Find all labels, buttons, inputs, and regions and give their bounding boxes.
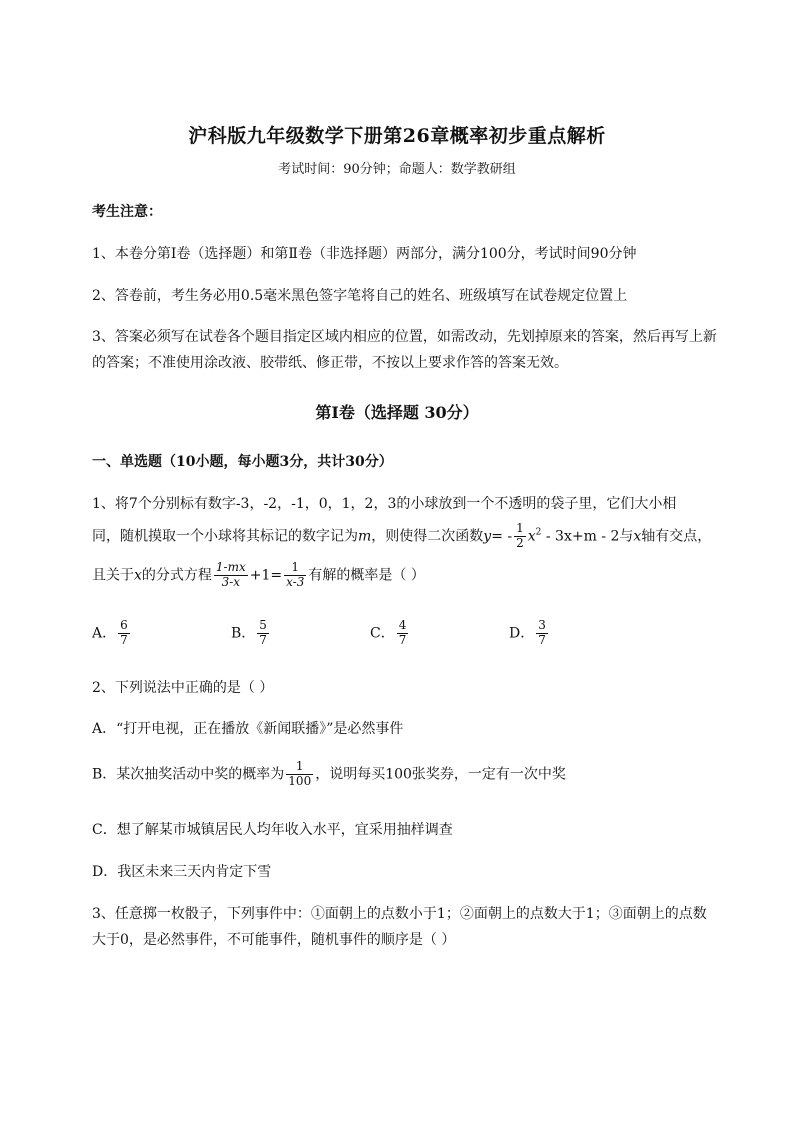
part-heading: 第I卷（选择题 30分） <box>315 403 479 422</box>
q1-text: 同，随机摸取一个小球将其标记的数字记为 <box>92 528 358 545</box>
q1-fraction-left <box>214 561 248 590</box>
q1-var-m: m <box>358 528 372 545</box>
fraction-denominator: 2 <box>516 535 524 550</box>
q1-text: ，则使得二次函数 <box>371 528 484 545</box>
option-fraction <box>397 619 409 648</box>
fraction-denominator: 7 <box>398 632 407 647</box>
q1-line-1: 1、将7个分别标有数字-3，-2，-1，0，1，2，3的小球放到一个不透明的袋子里，它们大小相 <box>92 496 677 512</box>
option-label: D． <box>509 625 535 642</box>
q1-text: 轴有交点， <box>641 528 712 545</box>
q1-option-b[interactable] <box>231 619 271 648</box>
q1-text: = - <box>491 528 513 545</box>
q1-option-c[interactable] <box>370 619 410 648</box>
fraction-numerator: 3 <box>538 618 546 632</box>
q2-text: ，说明每买100张奖券，一定有一次中奖 <box>315 766 566 783</box>
q1-text: 的分式方程 <box>141 567 212 584</box>
q1-text: - 3x+m - 2 <box>541 528 620 545</box>
q2-option-c[interactable]: C．想了解某市城镇居民人均年收入水平，宜采用抽样调查 <box>92 822 453 838</box>
option-label: C． <box>370 625 395 642</box>
fraction-denominator: 7 <box>259 632 267 647</box>
fraction-numerator: 4 <box>398 618 407 632</box>
q2-option-d[interactable]: D．我区未来三天内肯定下雪 <box>92 864 272 880</box>
q2-text: B．某次抽奖活动中奖的概率为 <box>92 766 285 783</box>
q1-fraction-right <box>284 561 306 590</box>
q1-var-y: y <box>483 528 492 545</box>
q1-half-fraction <box>514 522 526 551</box>
option-fraction <box>536 619 548 648</box>
fraction-numerator: 5 <box>259 618 267 632</box>
q3-line-2: 大于0，是必然事件，不可能事件，随机事件的顺序是（ ） <box>92 932 456 948</box>
notice-item-3-cont: 的答案；不准使用涂改液、胶带纸、修正带，不按以上要求作答的答案无效。 <box>92 355 568 371</box>
option-fraction <box>257 619 269 648</box>
q1-text: 且关于 <box>92 567 134 584</box>
notice-item-1: 1、本卷分第I卷（选择题）和第Ⅱ卷（非选择题）两部分，满分100分，考试时间90分钟 <box>92 246 637 262</box>
option-label: B． <box>231 625 256 642</box>
q2-probability-fraction <box>286 760 313 789</box>
q1-text: +1= <box>249 567 283 584</box>
q1-option-d[interactable] <box>509 619 550 648</box>
fraction-denominator: 100 <box>288 773 312 788</box>
fraction-numerator: 1-mx <box>215 560 246 574</box>
q1-option-a[interactable] <box>92 619 132 648</box>
fraction-denominator: 3-x <box>221 574 241 589</box>
fraction-denominator: x-3 <box>286 574 305 589</box>
fraction-numerator: 6 <box>120 618 128 632</box>
q1-text: 有解的概率是（ ） <box>308 567 425 584</box>
q1-line-3 <box>92 561 425 590</box>
q1-var-x: x <box>134 567 142 584</box>
fraction-numerator: 1 <box>516 521 524 535</box>
exam-info: 考试时间：90分钟；命题人：数学教研组 <box>278 162 516 177</box>
notice-heading: 考生注意： <box>92 204 162 220</box>
q1-line-2 <box>92 522 711 551</box>
option-fraction <box>118 619 130 648</box>
section-heading: 一、单选题（10小题，每小题3分，共计30分） <box>92 454 393 470</box>
fraction-denominator: 7 <box>120 632 128 647</box>
page-title: 沪科版九年级数学下册第26章概率初步重点解析 <box>188 125 606 147</box>
option-label: A． <box>92 625 117 642</box>
q1-exponent: 2 <box>535 527 542 538</box>
notice-item-2: 2、答卷前，考生务必用0.5毫米黑色签字笔将自己的姓名、班级填写在试卷规定位置上 <box>92 288 628 304</box>
q1-var-x: x <box>527 528 536 545</box>
q1-var-x: x <box>633 528 642 545</box>
q2-option-b[interactable] <box>92 760 566 789</box>
q2-stem: 2、下列说法中正确的是（ ） <box>92 680 274 696</box>
q2-option-a[interactable]: A．“打开电视，正在播放《新闻联播》”是必然事件 <box>92 721 404 737</box>
fraction-numerator: 1 <box>284 561 306 576</box>
notice-item-3: 3、答案必须写在试卷各个题目指定区域内相应的位置，如需改动，先划掉原来的答案，然后再写上新 <box>92 329 717 345</box>
q1-text: 与 <box>619 528 634 545</box>
q3-line-1: 3、任意掷一枚骰子，下列事件中：①面朝上的点数小于1；②面朝上的点数大于1；③面朝上的点数 <box>92 906 707 922</box>
fraction-numerator: 1 <box>286 760 313 775</box>
fraction-denominator: 7 <box>538 632 546 647</box>
